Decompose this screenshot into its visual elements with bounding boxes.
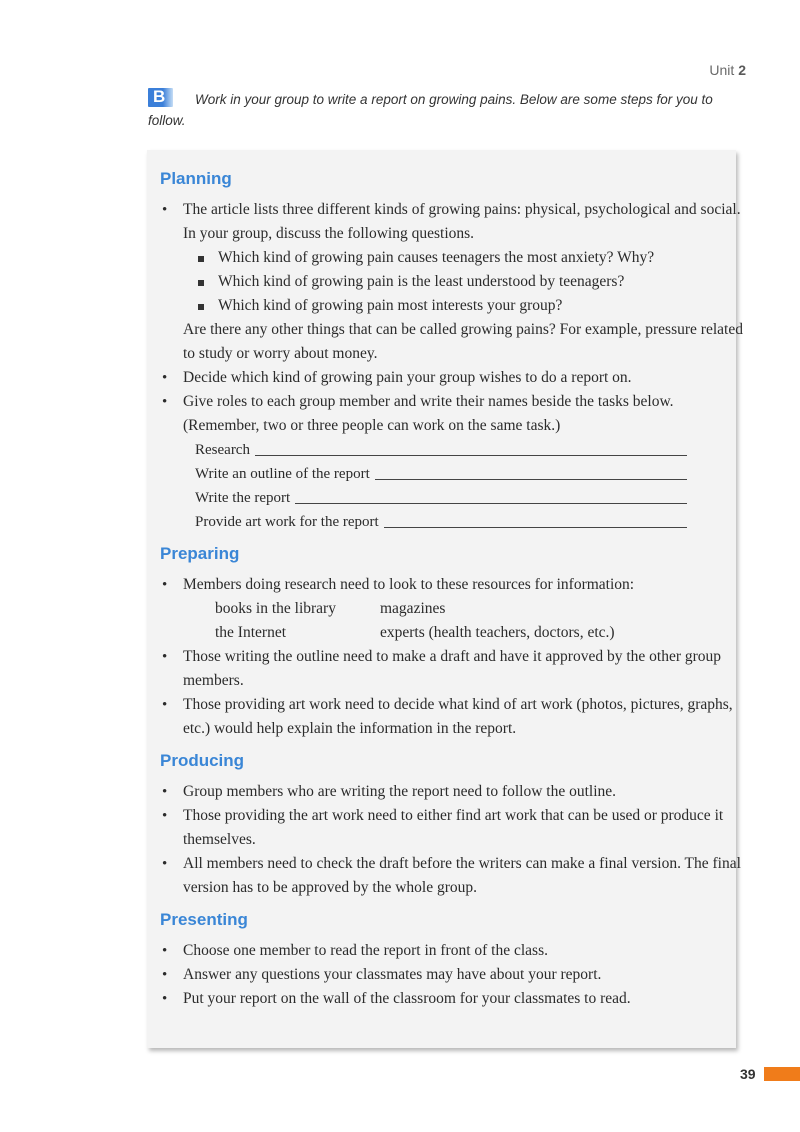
task-blank-line [384,527,687,528]
page-accent-bar [764,1067,800,1081]
list-item: • Those providing art work need to decide what kind of art work (photos, pictures, graphs, etc.) would help explain the information in the report. [160,693,745,741]
resource-item: experts (health teachers, doctors, etc.) [380,624,615,641]
preparing-list [160,573,745,741]
planning-list [160,198,745,534]
list-item: • Those providing the art work need to either find art work that can be used or produce it themselves. [160,804,745,852]
list-item: • Decide which kind of growing pain your group wishes to do a report on. [160,366,745,390]
task-blank-line [375,479,687,480]
producing-heading: Producing [160,751,245,770]
list-item: • Choose one member to read the report in front of the class. [160,939,745,963]
question-item: Which kind of growing pain most interests your group? [195,294,745,318]
steps-content [160,168,745,1020]
question-list [195,246,745,318]
unit-label [709,62,746,78]
list-item: • Put your report on the wall of the classroom for your classmates to read. [160,987,745,1011]
instruction-text: Work in your group to write a report on growing pains. Below are some steps for you to follow. [148,92,713,128]
task-row-art [195,510,687,534]
section-badge-icon [148,88,173,107]
task-label: Write the report [195,490,291,506]
unit-label-text: Unit [709,62,735,78]
presenting-list [160,939,745,1011]
page-number: 39 [740,1066,756,1082]
list-item [160,390,745,534]
planning-followup: Are there any other things that can be called growing pains? For example, pressure related to study or worry about money. [183,321,743,362]
task-row-write [195,486,687,510]
task-blank-line [255,455,687,456]
planning-bullet-3: Give roles to each group member and write their names beside the tasks below. (Remember, two or three people can work on the same task.) [183,393,674,434]
resource-item: magazines [380,600,446,617]
task-label: Research [195,442,250,458]
list-item: • Answer any questions your classmates may have about your report. [160,963,745,987]
list-item: • Those writing the outline need to make a draft and have it approved by the other group members. [160,645,745,693]
preparing-bullet-1: Members doing research need to look to these resources for information: [183,576,635,593]
resource-list [215,597,745,645]
question-item: Which kind of growing pain causes teenagers the most anxiety? Why? [195,246,745,270]
list-item: • All members need to check the draft before the writers can make a final version. The final version has to be approved by the whole group. [160,852,745,900]
resource-item: the Internet [215,624,287,641]
preparing-heading: Preparing [160,544,240,563]
list-item [160,198,745,366]
task-label: Provide art work for the report [195,514,379,530]
question-item: Which kind of growing pain is the least understood by teenagers? [195,270,745,294]
unit-number: 2 [738,62,746,78]
planning-bullet-1: The article lists three different kinds of growing pains: physical, psychological and social. In your group, discuss the following questions. [183,201,741,242]
planning-heading: Planning [160,169,232,188]
task-list [183,438,745,534]
presenting-heading: Presenting [160,910,248,929]
instruction [148,88,748,131]
list-item [160,573,745,645]
preparing-section [160,543,745,741]
presenting-section [160,909,745,1011]
producing-section [160,750,745,900]
task-label: Write an outline of the report [195,466,370,482]
planning-section [160,168,745,534]
task-row-research [195,438,687,462]
list-item: • Group members who are writing the report need to follow the outline. [160,780,745,804]
task-row-outline [195,462,687,486]
resource-item: books in the library [215,600,336,617]
producing-list [160,780,745,900]
task-blank-line [295,503,687,504]
section-badge-letter: B [153,87,166,106]
